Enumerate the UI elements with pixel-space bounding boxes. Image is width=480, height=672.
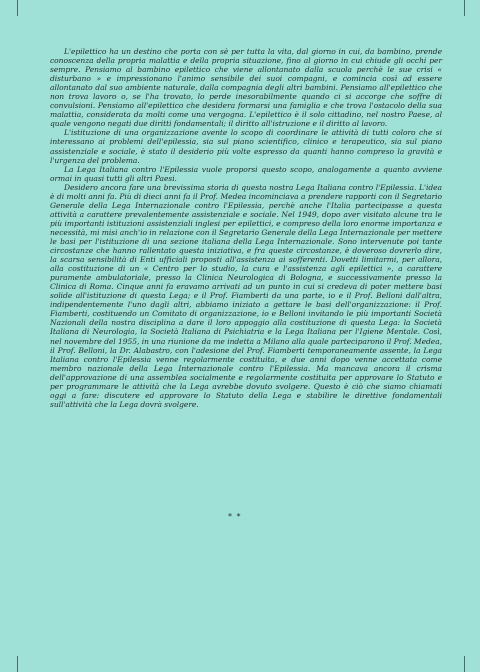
crop-mark-top-right: [464, 0, 465, 16]
paragraph-1: L'epilettico ha un destino che porta con sè per tutta la vita, dal giorno in cui, da bambino, prende conoscenza della propria malattia e della propria situazione, fino al giorno in cui chiude gli occhi per sempre. Pensiamo al bambino epilettico che viene allontanato dalla scuola perchè le sue crisi « disturbano » e impressionano l'animo sensibile dei suoi compagni, e comincia così ad essere allontanato dal suo ambiente naturale, dalla compagnia degli altri bambini. Pensiamo all'epilettico che non trova lavoro o, se l'ha trovato, lo perde inesorabilmente quando ci si accorge che soffre di convulsioni. Pensiamo all'epilettico che desidera formarsi una famiglia e che trova l'ostacolo della sua malattia, considerata da molti come una vergogna. L'epilettico è il solo cittadino, nel nostro Paese, al quale vengono negati due diritti fondamentali; il diritto all'istruzione e il diritto al lavoro.: [50, 47, 442, 129]
body-text: [50, 47, 442, 409]
section-separator: * *: [228, 512, 242, 521]
paragraph-2: L'istituzione di una organizzazione avente lo scopo di coordinare le attività di tutti coloro che si interessano ai problemi dell'epilessia, sia sul piano scientifico, clinico e terapeutico, sia sul piano assistenziale e sociale, è stato il desiderio più volte espresso da quanti hanno compreso la gravità e l'urgenza del problema.: [50, 128, 442, 165]
crop-mark-bottom-right: [464, 656, 465, 672]
paragraph-4: Desidero ancora fare una brevissima storia di questa nostra Lega Italiana contro l'Epilessia. L'idea è di molti anni fa. Più di dieci anni fa il Prof. Medea incominciava a prendere rapporti con il Segretario Generale della Lega Internazionale contro l'Epilessia, perchè anche l'Italia partecipasse a questa attività a carattere prevalentemente assistenziale e sociale. Nel 1949, dopo aver visitato alcune tra le più importanti istituzioni assistenziali inglesi per epilettici, e compreso della loro enorme importanza e necessità, mi misi anch'io in relazione con il Segretario Generale della Lega Internazionale per mettere le basi per l'istituzione di una sezione italiana della Lega Internazionale. Sono intervenute poi tante circostanze che hanno rallentato questa iniziativa, e fra queste circostanze, è doveroso dovrerlo dire, la scarsa sensibilità di Enti ufficiali proposti all'assistenza ai sofferenti. Dovetti limitarmi, per allora, alla costituzione di un « Centro per lo studio, la cura e l'assistenza agli epilettici », a carattere puramente ambulatoriale, presso la Clinica Neurologica di Bologna, e successivamente presso la Clinica di Roma. Cinque anni fa eravamo arrivati ad un punto in cui si credeva di poter mettere basi solide all'istituzione di questa Lega; e il Prof. Fiamberti da una parte, io e il Prof. Belloni dall'altra, indipendentemente l'uno dagli altri, abbiamo iniziato a gettare le basi dell'organizzazione: il Prof. Fiamberti, costituendo un Comitato di organizzazione, io e Belloni invitando le più importanti Società Nazionali della nostra disciplina a dare il loro appoggio alla costituzione di questa Lega: la Società Italiana di Neurologia, la Società Italiana di Psichiatria e la Lega Italiana per l'Igiene Mentale. Così, nel novembre del 1955, in una riunione da me indetta a Milano alla quale parteciparono il Prof. Medea, il Prof. Belloni, la Dr. Alabastro, con l'adesione del Prof. Fiamberti temporaneamente assente, la Lega Italiana contro l'Epilessia venne regolarmente costituita, e due anni dopo venne accettata come membro nazionale della Lega Internazionale contro l'Epilessia. Ma mancava ancora il crisma dell'approvazione di una assemblea socialmente e regolarmente costituita per approvare lo Statuto e per programmare le attività che la Lega avrebbe dovuto svolgere. Questo è ciò che siamo chiamati oggi a fare: discutere ed approvare lo Statuto della Lega e stabilire le direttive fondamentali sull'attività che la Lega dovrà svolgere.: [50, 182, 442, 409]
crop-mark-bottom-left: [17, 656, 18, 672]
crop-mark-top-left: [17, 0, 18, 16]
paragraph-3: La Lega Italiana contro l'Epilessia vuole proporsi questo scopo, analogamente a quanto avviene ormai in quasi tutti gli altri Paesi.: [50, 164, 442, 183]
